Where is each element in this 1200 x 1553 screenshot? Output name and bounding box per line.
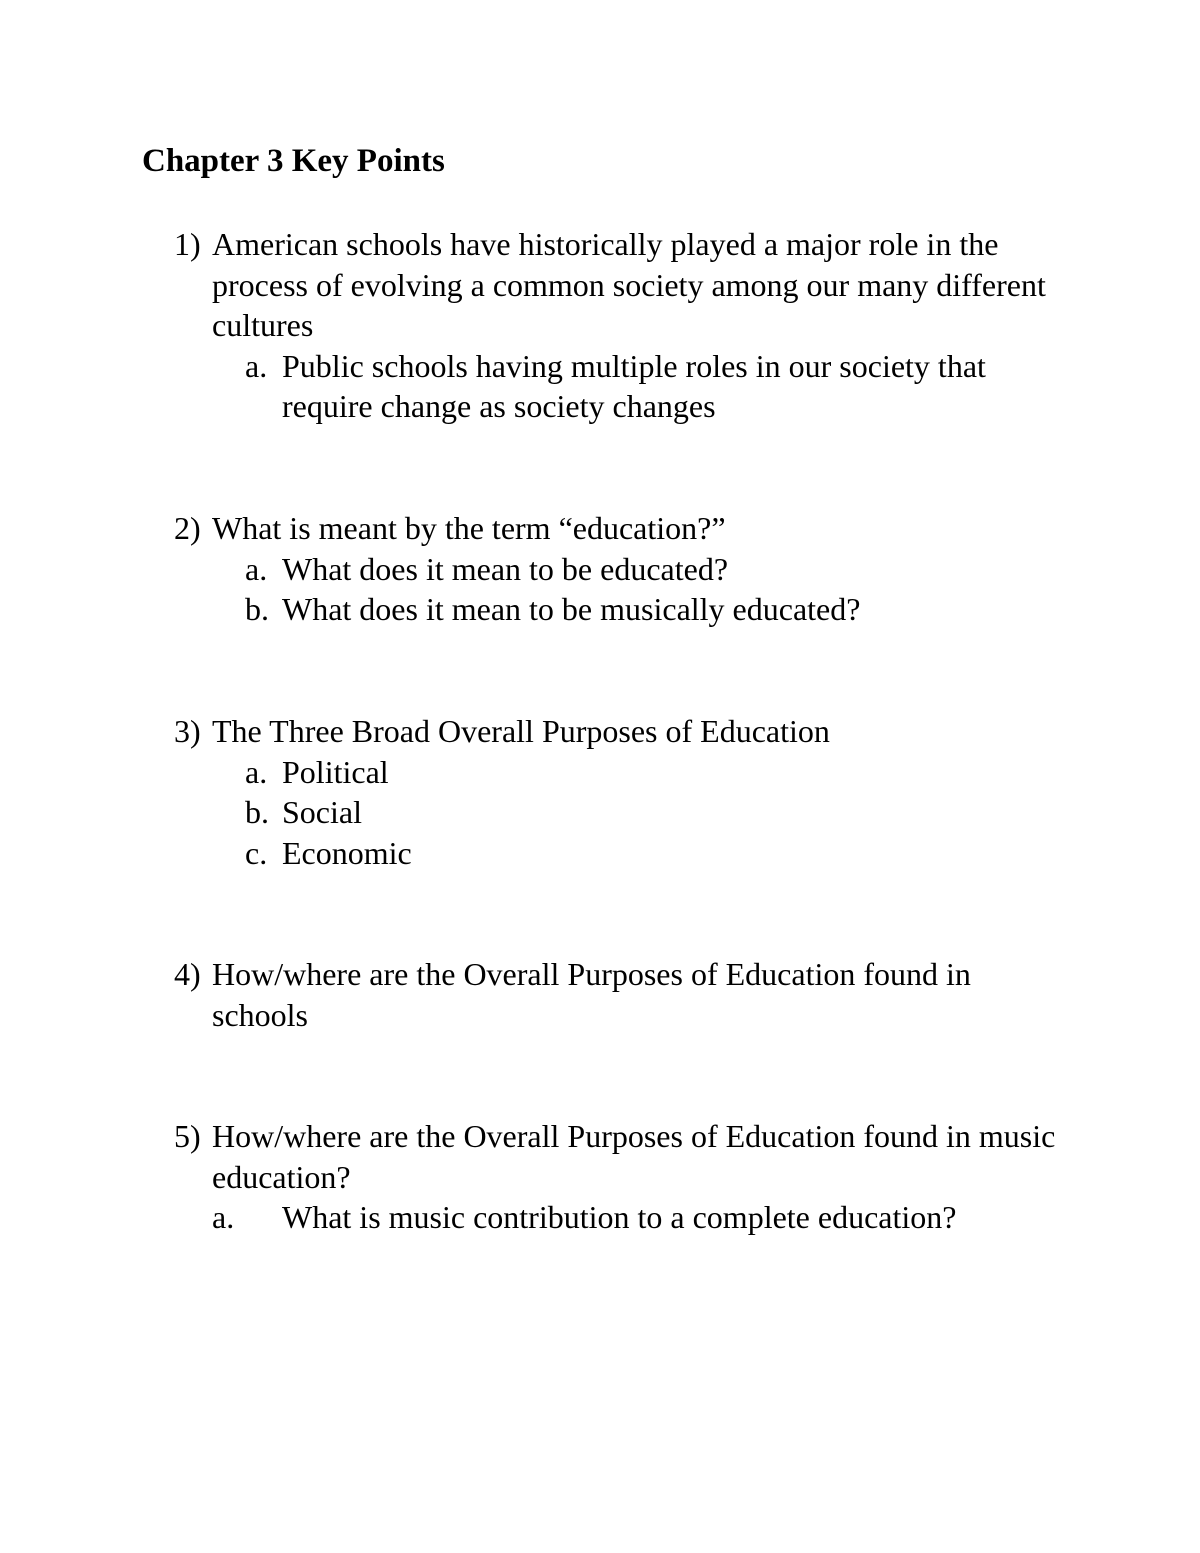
sub-point-letter: a. [245, 753, 268, 790]
sub-point-text: Social [282, 794, 362, 830]
sub-point-letter: c. [245, 834, 268, 871]
key-point-5 [174, 1116, 1074, 1238]
sub-point-letter: b. [245, 794, 269, 830]
sub-point-text: What is music contribution to a complete education? [282, 1199, 957, 1235]
key-point-text: The Three Broad Overall Purposes of Education [212, 713, 830, 749]
sub-point-letter: a. [212, 1199, 235, 1235]
sub-point-2a [245, 549, 1072, 590]
sub-point-text: Economic [282, 834, 412, 871]
sub-point-text: Public schools having multiple roles in our society that require change as society changes [282, 347, 986, 424]
key-point-number: 2) [174, 510, 201, 546]
key-point-3 [174, 711, 1074, 873]
key-point-4 [174, 954, 1074, 1035]
sub-point-letter: a. [245, 347, 268, 384]
key-point-text: How/where are the Overall Purposes of Education found in schools [212, 956, 971, 1033]
key-point-text: American schools have historically played a major role in the process of evolving a common society among our many different cultures [212, 226, 1046, 343]
sub-point-1a [245, 346, 1072, 427]
key-point-number: 5) [174, 1118, 201, 1154]
key-point-number: 1) [174, 226, 201, 262]
sub-point-text: What does it mean to be educated? [282, 550, 729, 587]
sub-point-3c [245, 833, 1072, 874]
key-point-1 [174, 224, 1074, 427]
key-point-number: 3) [174, 713, 201, 749]
sub-point-letter: a. [245, 550, 268, 587]
sub-point-2b [245, 589, 1072, 630]
page-title: Chapter 3 Key Points [142, 143, 445, 179]
sub-point-3b [245, 792, 1072, 833]
sub-point-5a [212, 1197, 1072, 1238]
key-point-number: 4) [174, 956, 201, 992]
key-point-2 [174, 508, 1074, 630]
sub-point-text: What does it mean to be musically educated? [282, 591, 861, 627]
sub-point-text: Political [282, 753, 389, 790]
key-point-text: What is meant by the term “education?” [212, 510, 726, 546]
sub-point-3a [245, 752, 1072, 793]
sub-point-letter: b. [245, 591, 269, 627]
key-point-text: How/where are the Overall Purposes of Education found in music education? [212, 1118, 1056, 1195]
